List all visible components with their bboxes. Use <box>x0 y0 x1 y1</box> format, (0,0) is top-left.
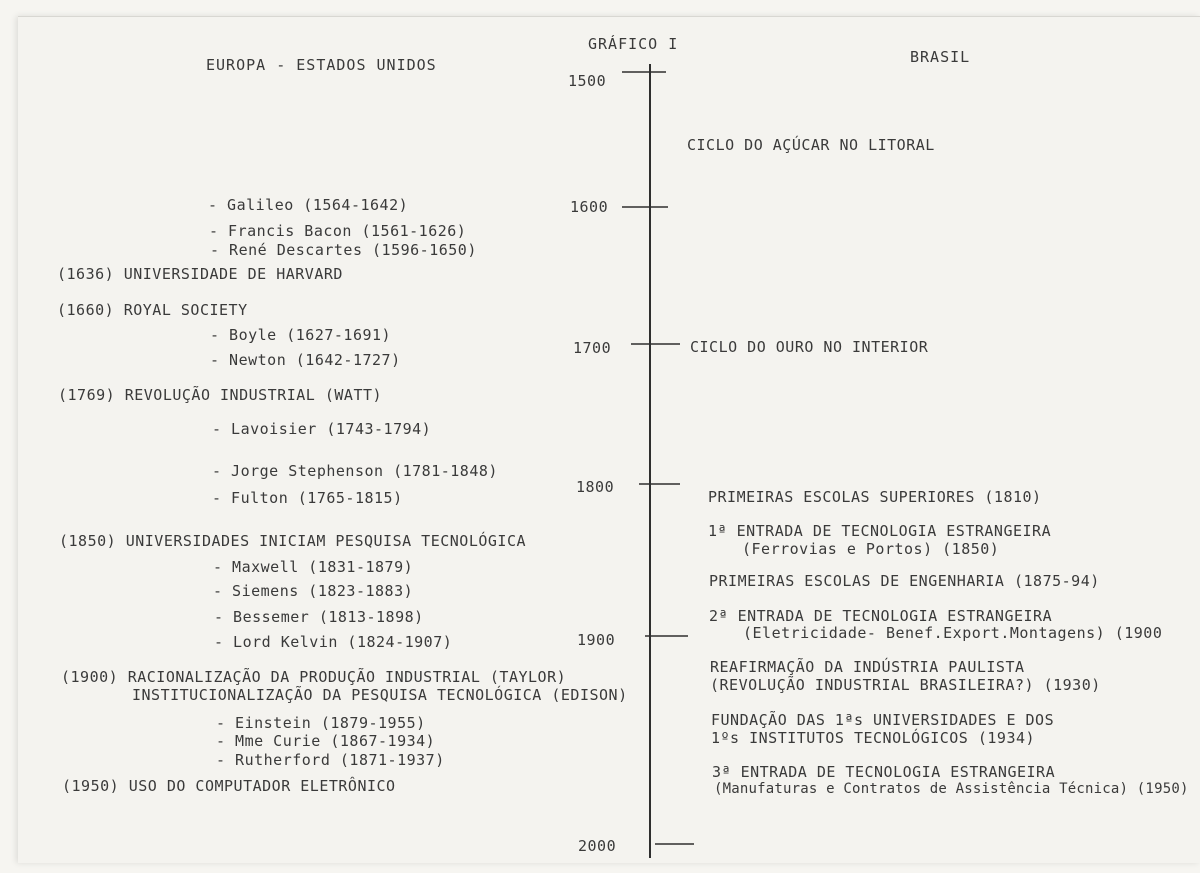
year-label-2000: 2000 <box>578 837 617 855</box>
left-event: (1850) UNIVERSIDADES INICIAM PESQUISA TECNOLÓGICA <box>59 532 527 550</box>
left-event: - Mme Curie (1867-1934) <box>216 732 436 750</box>
left-event: - Jorge Stephenson (1781-1848) <box>212 462 498 480</box>
left-event: (1660) ROYAL SOCIETY <box>57 301 248 319</box>
year-label-1800: 1800 <box>576 478 615 496</box>
left-event: - Fulton (1765-1815) <box>212 489 403 507</box>
right-event: (Eletricidade- Benef.Export.Montagens) (1900 <box>743 624 1163 642</box>
left-event: - Lord Kelvin (1824-1907) <box>214 633 453 651</box>
left-event: - Bessemer (1813-1898) <box>214 608 424 626</box>
left-event: (1900) RACIONALIZAÇÃO DA PRODUÇÃO INDUSTRIAL (TAYLOR) <box>61 668 567 686</box>
right-event: FUNDAÇÃO DAS 1ªs UNIVERSIDADES E DOS <box>711 711 1055 729</box>
right-event: (REVOLUÇÃO INDUSTRIAL BRASILEIRA?) (1930) <box>710 676 1101 694</box>
right-event: 1ª ENTRADA DE TECNOLOGIA ESTRANGEIRA <box>708 522 1052 540</box>
left-event: INSTITUCIONALIZAÇÃO DA PESQUISA TECNOLÓGICA (EDISON) <box>132 686 628 704</box>
year-label-1700: 1700 <box>573 339 612 357</box>
left-event: - Einstein (1879-1955) <box>216 714 426 732</box>
left-event: - Maxwell (1831-1879) <box>213 558 414 576</box>
left-event: (1950) USO DO COMPUTADOR ELETRÔNICO <box>62 777 396 795</box>
right-event: 2ª ENTRADA DE TECNOLOGIA ESTRANGEIRA <box>709 607 1053 625</box>
right-column-header: BRASIL <box>910 48 971 66</box>
left-column-header: EUROPA - ESTADOS UNIDOS <box>206 56 437 74</box>
right-event: PRIMEIRAS ESCOLAS SUPERIORES (1810) <box>708 488 1042 506</box>
right-event: PRIMEIRAS ESCOLAS DE ENGENHARIA (1875-94) <box>709 572 1100 590</box>
right-event: REAFIRMAÇÃO DA INDÚSTRIA PAULISTA <box>710 658 1025 676</box>
left-event: - René Descartes (1596-1650) <box>210 241 477 259</box>
left-event: - Lavoisier (1743-1794) <box>212 420 432 438</box>
right-event: 3ª ENTRADA DE TECNOLOGIA ESTRANGEIRA <box>712 763 1056 781</box>
right-event: (Manufaturas e Contratos de Assistência Técnica) (1950) <box>714 781 1189 797</box>
left-event: (1636) UNIVERSIDADE DE HARVARD <box>57 265 343 283</box>
year-label-1600: 1600 <box>570 198 609 216</box>
left-event: - Galileo (1564-1642) <box>208 196 409 214</box>
left-event: - Boyle (1627-1691) <box>210 326 392 344</box>
right-event: 1ºs INSTITUTOS TECNOLÓGICOS (1934) <box>711 729 1036 747</box>
left-event: (1769) REVOLUÇÃO INDUSTRIAL (WATT) <box>58 386 383 404</box>
right-event: CICLO DO OURO NO INTERIOR <box>690 338 929 356</box>
left-event: - Siemens (1823-1883) <box>213 582 414 600</box>
left-event: - Francis Bacon (1561-1626) <box>209 222 467 240</box>
year-label-1900: 1900 <box>577 631 616 649</box>
left-event: - Rutherford (1871-1937) <box>216 751 445 769</box>
left-event: - Newton (1642-1727) <box>210 351 401 369</box>
year-label-1500: 1500 <box>568 72 607 90</box>
chart-title: GRÁFICO I <box>588 35 679 53</box>
right-event: (Ferrovias e Portos) (1850) <box>742 540 1000 558</box>
right-event: CICLO DO AÇÚCAR NO LITORAL <box>687 136 935 154</box>
